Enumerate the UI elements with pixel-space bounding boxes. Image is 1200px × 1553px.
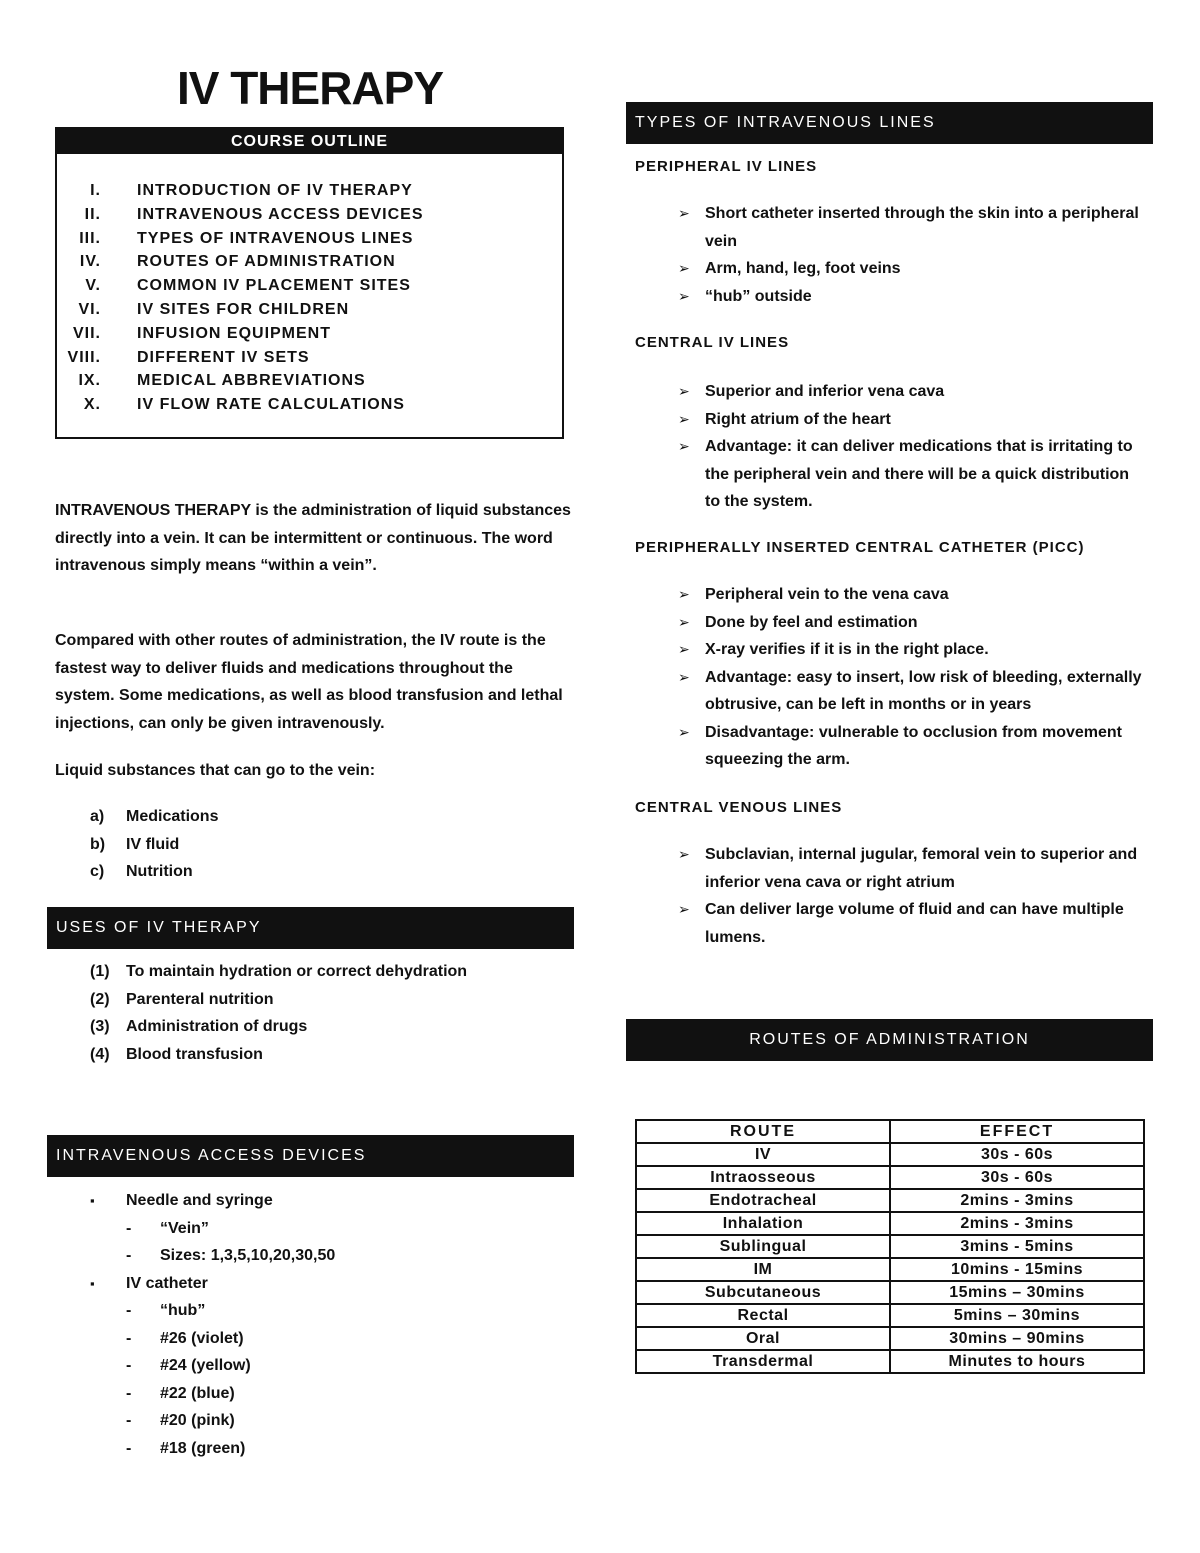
bullet-icon: ▪ [90,1275,95,1291]
list-item: ➢ “hub” outside [635,283,1145,311]
dash-icon: - [126,1302,132,1319]
arrow-bullet-icon: ➢ [678,205,690,221]
outline-item: I. INTRODUCTION OF IV THERAPY [90,182,413,199]
central-heading: CENTRAL IV LINES [635,334,790,351]
substances-list [90,803,490,886]
table-row: IV 30s - 60s [636,1143,1144,1166]
routes-banner: ROUTES OF ADMINISTRATION [626,1019,1153,1061]
outline-item: VI. IV SITES FOR CHILDREN [78,300,350,318]
list-item: - “Vein” [90,1215,510,1243]
arrow-bullet-icon: ➢ [678,260,690,276]
dash-icon: - [126,1412,132,1429]
outline-item: VIII. DIFFERENT IV SETS [67,348,310,366]
arrow-bullet-icon: ➢ [678,901,690,917]
arrow-bullet-icon: ➢ [678,410,690,427]
list-item: ➢ Done by feel and estimation [635,609,1145,637]
table-row: Sublingual 3mins - 5mins [636,1235,1144,1258]
arrow-bullet-icon: ➢ [678,613,690,630]
list-item: - #22 (blue) [90,1380,510,1408]
column-header-effect: EFFECT [890,1120,1144,1143]
table-row: Transdermal Minutes to hours [636,1350,1144,1373]
dash-icon: - [126,1357,132,1374]
uses-list [90,958,560,1068]
cvl-list [635,841,1145,951]
outline-item: X. IV FLOW RATE CALCULATIONS [83,396,405,414]
list-item: c) Nutrition [90,863,193,880]
list-item: ➢ Right atrium of the heart [635,406,1145,434]
list-item: (1) To maintain hydration or correct dehydration [90,963,468,980]
course-outline-box [55,127,564,439]
peripheral-heading: PERIPHERAL IV LINES [635,158,818,175]
outline-item: IX. MEDICAL ABBREVIATIONS [78,372,366,390]
list-item: - #18 (green) [90,1435,510,1463]
list-item: ▪ IV catheter [90,1270,510,1298]
table-row: Oral 30mins – 90mins [636,1327,1144,1350]
arrow-bullet-icon: ➢ [678,668,690,685]
outline-item: V. COMMON IV PLACEMENT SITES [85,277,411,295]
arrow-bullet-icon: ➢ [678,383,690,399]
list-item: ➢ Short catheter inserted through the skin into a peripheral vein [635,200,1145,255]
page-title: IV THERAPY [176,62,444,114]
arrow-bullet-icon: ➢ [678,723,690,740]
table-row: Rectal 5mins – 30mins [636,1304,1144,1327]
dash-icon: - [126,1247,132,1264]
list-item: - Sizes: 1,3,5,10,20,30,50 [90,1242,510,1270]
column-header-route: ROUTE [636,1120,890,1143]
intro-paragraph-3: Liquid substances that can go to the vein: [55,762,376,779]
outline-item: II. INTRAVENOUS ACCESS DEVICES [84,205,424,223]
table-row: Inhalation 2mins - 3mins [636,1212,1144,1235]
list-item: (4) Blood transfusion [90,1045,263,1063]
picc-heading: PERIPHERALLY INSERTED CENTRAL CATHETER (PICC) [635,539,1085,556]
uses-banner: USES OF IV THERAPY [47,907,574,949]
list-item: - #24 (yellow) [90,1352,510,1380]
picc-list [635,581,1145,774]
table-row: Subcutaneous 15mins – 30mins [636,1281,1144,1304]
table-header-row [636,1120,1144,1143]
list-item: ➢ Advantage: easy to insert, low risk of bleeding, externally obtrusive, can be left in months or in years [635,664,1145,719]
central-list [635,378,1145,516]
dash-icon: - [126,1329,132,1347]
list-item: - #20 (pink) [90,1407,510,1435]
devices-banner: INTRAVENOUS ACCESS DEVICES [47,1135,574,1177]
list-item: (2) Parenteral nutrition [90,990,274,1008]
list-item: ➢ Arm, hand, leg, foot veins [635,255,1145,283]
dash-icon: - [126,1439,132,1457]
routes-table [635,1119,1145,1374]
arrow-bullet-icon: ➢ [678,846,690,862]
intro-paragraph-2: Compared with other routes of administration, the IV route is the fastest way to deliver fluids and medications throughout the system. Some medications, as well as blood transfusion and lethal injections, can only be given intravenously. [55,632,563,732]
list-item: - “hub” [90,1297,510,1325]
table-row: Intraosseous 30s - 60s [636,1166,1144,1189]
arrow-bullet-icon: ➢ [678,438,690,454]
table-row: Endotracheal 2mins - 3mins [636,1189,1144,1212]
intro-paragraph-1: INTRAVENOUS THERAPY is the administration of liquid substances directly into a vein. It can be intermittent or continuous. The word intravenous simply means “within a vein”. [55,502,571,574]
course-outline-list [57,154,562,417]
list-item: - #26 (violet) [90,1325,510,1353]
course-outline-heading: COURSE OUTLINE [57,129,562,154]
arrow-bullet-icon: ➢ [678,641,690,657]
types-banner: TYPES OF INTRAVENOUS LINES [626,102,1153,144]
outline-item: IV. ROUTES OF ADMINISTRATION [79,253,396,271]
peripheral-list [635,200,1145,310]
list-item: ➢ Peripheral vein to the vena cava [635,581,1145,609]
list-item: ➢ Can deliver large volume of fluid and can have multiple lumens. [635,896,1145,951]
list-item: ➢ X-ray verifies if it is in the right place. [635,636,1145,664]
outline-item: VII. INFUSION EQUIPMENT [72,324,332,342]
outline-item: III. TYPES OF INTRAVENOUS LINES [79,229,414,247]
list-item: ➢ Superior and inferior vena cava [635,378,1145,406]
arrow-bullet-icon: ➢ [678,586,690,602]
dash-icon: - [126,1219,132,1237]
list-item: ➢ Disadvantage: vulnerable to occlusion from movement squeezing the arm. [635,719,1145,774]
devices-list [90,1187,510,1462]
table-row: IM 10mins - 15mins [636,1258,1144,1281]
list-item: ▪ Needle and syringe [90,1187,510,1215]
list-item: ➢ Advantage: it can deliver medications that is irritating to the peripheral vein and there will be a quick distribution to the system. [635,433,1145,516]
bullet-icon: ▪ [90,1193,95,1208]
list-item: a) Medications [90,808,219,825]
list-item: b) IV fluid [90,835,180,853]
dash-icon: - [126,1384,132,1402]
arrow-bullet-icon: ➢ [678,287,690,304]
list-item: (3) Administration of drugs [90,1018,308,1035]
list-item: ➢ Subclavian, internal jugular, femoral vein to superior and inferior vena cava or right atrium [635,841,1145,896]
cvl-heading: CENTRAL VENOUS LINES [635,799,843,816]
